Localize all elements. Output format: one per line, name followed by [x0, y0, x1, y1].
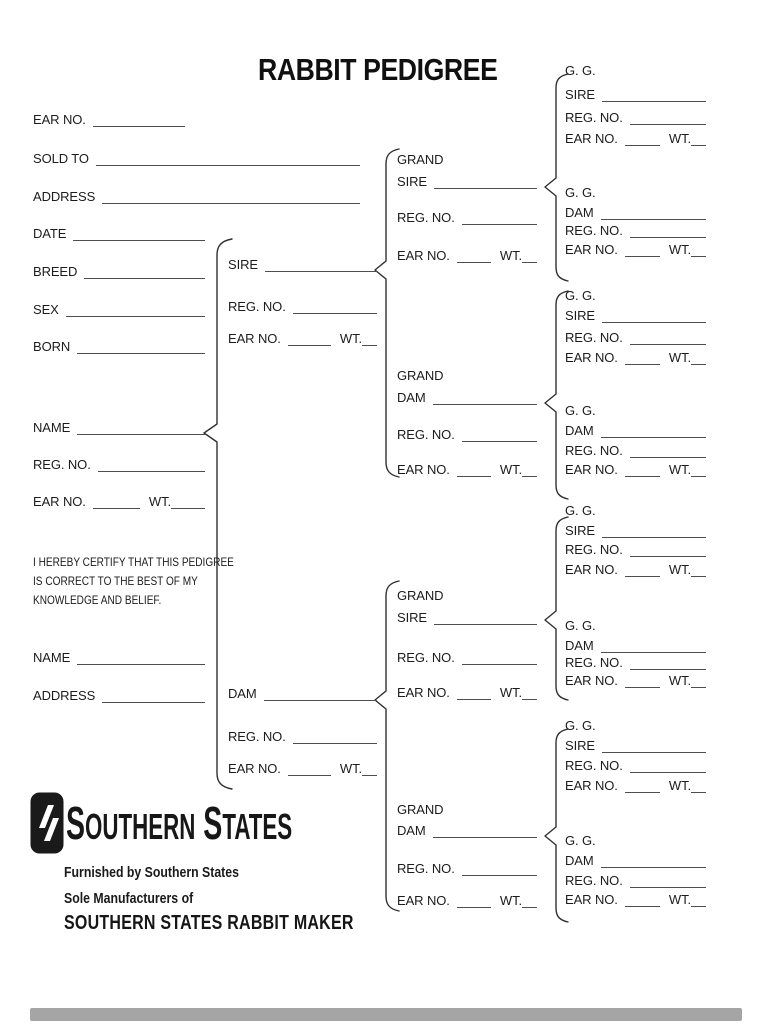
rabbit-reg-no-field-label: REG. NO. — [33, 457, 91, 472]
grand-dam-1-ear-no-field-blank[interactable] — [457, 461, 491, 477]
furnished-by-text: Furnished by Southern States — [64, 864, 239, 881]
sex-field-label: SEX — [33, 302, 59, 317]
gg-sire-2-reg-no-field-label: REG. NO. — [565, 330, 623, 345]
gg-sire-2-name-field-blank[interactable] — [602, 307, 706, 323]
grand-sire-2-name-field-label: SIRE — [397, 610, 427, 625]
grand-dam-2-ear-no-field-wt-blank[interactable] — [522, 892, 537, 908]
gg-dam-2-ear-no-field-wt-label: WT. — [668, 462, 691, 477]
gg-sire-1-reg-no-field-label: REG. NO. — [565, 110, 623, 125]
certification-line-2: IS CORRECT TO THE BEST OF MY — [33, 574, 198, 588]
grand-sire-1-ear-no-field-blank[interactable] — [457, 247, 491, 263]
gg-sire-1-ear-no-field-wt-blank[interactable] — [691, 130, 706, 146]
grand-dam-2-ear-no-field-wt-label: WT. — [499, 893, 522, 908]
gg-dam-2-label-label: G. G. — [565, 403, 596, 418]
breeder-address-field-blank[interactable] — [102, 687, 205, 703]
date-field-label: DATE — [33, 226, 67, 241]
grand-dam-2-ear-no-field-label: EAR NO. — [397, 893, 450, 908]
gg-dam-3-name-field-label: DAM — [565, 638, 594, 653]
grand-sire-2-ear-no-field-wt-blank[interactable] — [522, 684, 537, 700]
sire-name-row — [228, 255, 377, 272]
grand-dam-1-reg-no-row — [397, 425, 537, 442]
dam-name-field-blank[interactable] — [264, 685, 377, 701]
grand-dam-2-reg-no-field-blank[interactable] — [462, 860, 537, 876]
gg-dam-2-label-row — [565, 401, 625, 418]
gg-dam-4-label-row — [565, 831, 625, 848]
gg-dam-1-name-field-blank[interactable] — [601, 204, 706, 220]
gg-sire-3-reg-no-row — [565, 540, 706, 557]
owner-address-field-label: ADDRESS — [33, 189, 96, 204]
gg-sire-4-name-field-blank[interactable] — [602, 737, 706, 753]
gg-sire-3-reg-no-field-label: REG. NO. — [565, 542, 623, 557]
breeder-name-field-blank[interactable] — [77, 649, 205, 665]
dam-ear-no-field-wt-label: WT. — [339, 761, 362, 776]
gg-dam-1-ear-no-field-blank[interactable] — [625, 241, 660, 257]
rabbit-name-field-blank[interactable] — [77, 419, 205, 435]
gg-dam-2-ear-no-field-label: EAR NO. — [565, 462, 618, 477]
gg-sire-1-name-field-blank[interactable] — [602, 86, 706, 102]
grand-sire-1-label-row — [397, 150, 477, 167]
wordmark-tates: TATES — [222, 806, 293, 847]
rabbit-ear-no-field-blank[interactable] — [93, 493, 140, 509]
gg-dam-1-label-row — [565, 183, 625, 200]
certification-line-3: KNOWLEDGE AND BELIEF. — [33, 593, 162, 607]
grand-dam-2-name-row — [397, 821, 537, 838]
gg-dam-4-reg-no-row — [565, 871, 706, 888]
gg-sire-2-ear-no-field-blank[interactable] — [625, 349, 660, 365]
gg-dam-1-name-row — [565, 203, 706, 220]
grand-sire-1-reg-no-field-blank[interactable] — [462, 209, 537, 225]
grand-dam-1-ear-no-field-wt-label: WT. — [499, 462, 522, 477]
born-field-label: BORN — [33, 339, 71, 354]
sire-ear-no-field-wt-label: WT. — [339, 331, 362, 346]
grand-dam-1-ear-no-row — [397, 460, 537, 477]
sire-ear-no-field-wt-blank[interactable] — [362, 330, 377, 346]
gg-dam-2-ear-no-field-wt-blank[interactable] — [691, 461, 706, 477]
sold-to-row — [33, 149, 360, 166]
grand-sire-1-label-label: GRAND — [397, 152, 444, 167]
dam-name-field-label: DAM — [228, 686, 257, 701]
gg-sire-4-ear-no-field-label: EAR NO. — [565, 778, 618, 793]
breed-field-label: BREED — [33, 264, 78, 279]
date-field-blank[interactable] — [73, 225, 205, 241]
gg-sire-2-ear-no-field-wt-label: WT. — [668, 350, 691, 365]
gg-dam-4-name-field-blank[interactable] — [601, 852, 706, 868]
grand-dam-2-label-row — [397, 800, 477, 817]
gg-dam-1-name-field-label: DAM — [565, 205, 594, 220]
breed-row — [33, 262, 205, 279]
gg-dam-3-ear-no-field-label: EAR NO. — [565, 673, 618, 688]
sire-ear-no-field-blank[interactable] — [288, 330, 331, 346]
gg-dam-3-ear-no-field-blank[interactable] — [625, 672, 660, 688]
gg-sire-4-name-field-label: SIRE — [565, 738, 595, 753]
gg-sire-3-label-label: G. G. — [565, 503, 596, 518]
dam-reg-no-field-label: REG. NO. — [228, 729, 286, 744]
grand-sire-2-label-row — [397, 586, 477, 603]
rabbit-ear-no-field-label: EAR NO. — [33, 494, 86, 509]
owner-ear-no-field-blank[interactable] — [93, 111, 185, 127]
born-field-blank[interactable] — [77, 338, 205, 354]
gg-sire-4-ear-no-field-wt-blank[interactable] — [691, 777, 706, 793]
gg-sire-1-ear-no-row — [565, 129, 706, 146]
gg-dam-3-ear-no-field-wt-label: WT. — [668, 673, 691, 688]
grand-sire-2-name-field-blank[interactable] — [434, 609, 537, 625]
gg-sire-1-label-row — [565, 61, 625, 78]
gg-sire-1-reg-no-row — [565, 108, 706, 125]
grand-sire-2-reg-no-field-label: REG. NO. — [397, 650, 455, 665]
grand-sire-2-ear-no-field-label: EAR NO. — [397, 685, 450, 700]
wordmark-s2: S — [195, 797, 223, 849]
gg-sire-3-name-field-label: SIRE — [565, 523, 595, 538]
gg-sire-4-reg-no-row — [565, 756, 706, 773]
grand-dam-2-ear-no-field-blank[interactable] — [457, 892, 491, 908]
sold-to-field-label: SOLD TO — [33, 151, 89, 166]
grand-dam-2-name-field-label: DAM — [397, 823, 426, 838]
southern-states-wordmark — [66, 798, 292, 852]
dam-ear-no-field-wt-blank[interactable] — [362, 760, 377, 776]
sire-ear-no-field-label: EAR NO. — [228, 331, 281, 346]
dam-name-row — [228, 684, 377, 701]
sire-ear-no-row — [228, 329, 377, 346]
brace-grandparents-dam — [375, 581, 399, 911]
form-title: RABBIT PEDIGREE — [258, 52, 498, 87]
gg-sire-4-label-row — [565, 716, 625, 733]
grand-sire-1-ear-no-field-label: EAR NO. — [397, 248, 450, 263]
gg-dam-1-reg-no-field-blank[interactable] — [630, 222, 706, 238]
grand-dam-1-name-row — [397, 388, 537, 405]
grand-dam-1-name-field-blank[interactable] — [433, 389, 537, 405]
grand-dam-1-ear-no-field-label: EAR NO. — [397, 462, 450, 477]
gg-sire-4-ear-no-row — [565, 776, 706, 793]
southern-states-logo-icon — [30, 792, 64, 854]
gg-dam-4-ear-no-row — [565, 890, 706, 907]
gg-dam-2-name-field-label: DAM — [565, 423, 594, 438]
breeder-address-field-label: ADDRESS — [33, 688, 96, 703]
gg-dam-3-label-label: G. G. — [565, 618, 596, 633]
gg-dam-4-reg-no-field-label: REG. NO. — [565, 873, 623, 888]
gg-sire-2-name-field-label: SIRE — [565, 308, 595, 323]
gg-sire-1-reg-no-field-blank[interactable] — [630, 109, 706, 125]
gg-dam-4-name-field-label: DAM — [565, 853, 594, 868]
gg-dam-4-name-row — [565, 851, 706, 868]
gg-sire-1-ear-no-field-wt-label: WT. — [668, 131, 691, 146]
gg-sire-1-name-field-label: SIRE — [565, 87, 595, 102]
gg-sire-3-reg-no-field-blank[interactable] — [630, 541, 706, 557]
grand-dam-2-name-field-blank[interactable] — [433, 822, 537, 838]
gg-sire-3-ear-no-row — [565, 560, 706, 577]
breeder-name-row — [33, 648, 205, 665]
gg-dam-3-ear-no-field-wt-blank[interactable] — [691, 672, 706, 688]
wordmark-s1: S — [66, 797, 86, 849]
rabbit-name-field-label: NAME — [33, 420, 71, 435]
wordmark-outhern: OUTHERN — [85, 806, 196, 847]
dam-ear-no-field-label: EAR NO. — [228, 761, 281, 776]
sire-name-field-blank[interactable] — [265, 256, 377, 272]
gg-dam-4-ear-no-field-label: EAR NO. — [565, 892, 618, 907]
gg-sire-2-ear-no-field-wt-blank[interactable] — [691, 349, 706, 365]
gg-dam-3-reg-no-field-label: REG. NO. — [565, 655, 623, 670]
gg-sire-2-name-row — [565, 306, 706, 323]
gg-dam-3-reg-no-row — [565, 653, 706, 670]
product-name-text: SOUTHERN STATES RABBIT MAKER — [64, 912, 354, 934]
gg-dam-1-ear-no-field-wt-label: WT. — [668, 242, 691, 257]
grand-sire-1-ear-no-field-wt-blank[interactable] — [522, 247, 537, 263]
gg-dam-1-ear-no-field-wt-blank[interactable] — [691, 241, 706, 257]
gg-sire-3-ear-no-field-wt-blank[interactable] — [691, 561, 706, 577]
gg-dam-4-label-label: G. G. — [565, 833, 596, 848]
brace-grandparents-sire — [375, 149, 399, 477]
date-row — [33, 224, 205, 241]
breed-field-blank[interactable] — [84, 263, 205, 279]
grand-dam-1-label-label: GRAND — [397, 368, 444, 383]
rabbit-name-row — [33, 418, 205, 435]
gg-dam-2-ear-no-field-blank[interactable] — [625, 461, 660, 477]
gg-sire-3-name-field-blank[interactable] — [602, 522, 706, 538]
dam-ear-no-field-blank[interactable] — [288, 760, 331, 776]
grand-sire-2-ear-no-row — [397, 683, 537, 700]
breeder-name-field-label: NAME — [33, 650, 71, 665]
sire-reg-no-field-label: REG. NO. — [228, 299, 286, 314]
grand-dam-2-reg-no-row — [397, 859, 537, 876]
gg-dam-4-ear-no-field-wt-blank[interactable] — [691, 891, 706, 907]
brace-parents — [204, 239, 232, 789]
gg-sire-1-ear-no-field-blank[interactable] — [625, 130, 660, 146]
owner-address-row — [33, 187, 360, 204]
grand-dam-1-reg-no-field-label: REG. NO. — [397, 427, 455, 442]
certification-line-1: I HEREBY CERTIFY THAT THIS PEDIGREE — [33, 555, 234, 569]
sire-reg-no-field-blank[interactable] — [293, 298, 377, 314]
owner-ear-no-row — [33, 110, 185, 127]
gg-dam-3-name-row — [565, 636, 706, 653]
rabbit-ear-no-row — [33, 492, 205, 509]
gg-sire-3-ear-no-field-label: EAR NO. — [565, 562, 618, 577]
horizontal-scrollbar[interactable] — [30, 1008, 742, 1021]
grand-sire-1-reg-no-row — [397, 208, 537, 225]
gg-sire-2-reg-no-row — [565, 328, 706, 345]
grand-dam-2-reg-no-field-label: REG. NO. — [397, 861, 455, 876]
grand-sire-2-ear-no-field-blank[interactable] — [457, 684, 491, 700]
dam-reg-no-field-blank[interactable] — [293, 728, 377, 744]
grand-sire-1-name-row — [397, 172, 537, 189]
gg-sire-4-ear-no-field-wt-label: WT. — [668, 778, 691, 793]
breeder-address-row — [33, 686, 205, 703]
gg-sire-1-ear-no-field-label: EAR NO. — [565, 131, 618, 146]
gg-dam-4-ear-no-field-blank[interactable] — [625, 891, 660, 907]
grand-sire-1-name-field-label: SIRE — [397, 174, 427, 189]
grand-sire-2-reg-no-row — [397, 648, 537, 665]
gg-dam-1-ear-no-field-label: EAR NO. — [565, 242, 618, 257]
grand-sire-1-reg-no-field-label: REG. NO. — [397, 210, 455, 225]
gg-dam-2-reg-no-field-label: REG. NO. — [565, 443, 623, 458]
gg-dam-1-ear-no-row — [565, 240, 706, 257]
gg-dam-4-reg-no-field-blank[interactable] — [630, 872, 706, 888]
gg-sire-2-label-label: G. G. — [565, 288, 596, 303]
dam-ear-no-row — [228, 759, 377, 776]
grand-dam-1-reg-no-field-blank[interactable] — [462, 426, 537, 442]
gg-dam-2-reg-no-row — [565, 441, 706, 458]
grand-sire-2-name-row — [397, 608, 537, 625]
rabbit-ear-no-field-wt-blank[interactable] — [171, 493, 205, 509]
grand-dam-1-name-field-label: DAM — [397, 390, 426, 405]
rabbit-ear-no-field-wt-label: WT. — [148, 494, 171, 509]
gg-sire-3-label-row — [565, 501, 625, 518]
gg-sire-1-label-label: G. G. — [565, 63, 596, 78]
sire-name-field-label: SIRE — [228, 257, 258, 272]
gg-sire-2-ear-no-field-label: EAR NO. — [565, 350, 618, 365]
gg-dam-2-reg-no-field-blank[interactable] — [630, 442, 706, 458]
gg-dam-2-ear-no-row — [565, 460, 706, 477]
gg-sire-4-name-row — [565, 736, 706, 753]
gg-dam-3-ear-no-row — [565, 671, 706, 688]
gg-sire-2-reg-no-field-blank[interactable] — [630, 329, 706, 345]
grand-dam-2-label-label: GRAND — [397, 802, 444, 817]
gg-dam-1-reg-no-field-label: REG. NO. — [565, 223, 623, 238]
owner-ear-no-field-label: EAR NO. — [33, 112, 86, 127]
gg-sire-2-ear-no-row — [565, 348, 706, 365]
gg-sire-1-name-row — [565, 85, 706, 102]
gg-dam-3-reg-no-field-blank[interactable] — [630, 654, 706, 670]
gg-dam-2-name-row — [565, 421, 706, 438]
gg-dam-1-reg-no-row — [565, 221, 706, 238]
grand-dam-2-ear-no-row — [397, 891, 537, 908]
grand-dam-1-ear-no-field-wt-blank[interactable] — [522, 461, 537, 477]
dam-reg-no-row — [228, 727, 377, 744]
sex-field-blank[interactable] — [66, 301, 205, 317]
gg-dam-3-name-field-blank[interactable] — [601, 637, 706, 653]
gg-sire-4-reg-no-field-blank[interactable] — [630, 757, 706, 773]
grand-dam-1-label-row — [397, 366, 477, 383]
owner-address-field-blank[interactable] — [102, 188, 360, 204]
gg-sire-2-label-row — [565, 286, 625, 303]
grand-sire-2-label-label: GRAND — [397, 588, 444, 603]
rabbit-reg-no-field-blank[interactable] — [98, 456, 205, 472]
gg-dam-2-name-field-blank[interactable] — [601, 422, 706, 438]
gg-sire-3-ear-no-field-blank[interactable] — [625, 561, 660, 577]
sole-manufacturers-text: Sole Manufacturers of — [64, 890, 194, 907]
gg-dam-3-label-row — [565, 616, 625, 633]
gg-sire-4-label-label: G. G. — [565, 718, 596, 733]
gg-sire-3-name-row — [565, 521, 706, 538]
grand-sire-1-name-field-blank[interactable] — [434, 173, 537, 189]
born-row — [33, 337, 205, 354]
grand-sire-2-reg-no-field-blank[interactable] — [462, 649, 537, 665]
grand-sire-1-ear-no-field-wt-label: WT. — [499, 248, 522, 263]
gg-sire-3-ear-no-field-wt-label: WT. — [668, 562, 691, 577]
gg-sire-4-reg-no-field-label: REG. NO. — [565, 758, 623, 773]
rabbit-reg-no-row — [33, 455, 205, 472]
sex-row — [33, 300, 205, 317]
grand-sire-2-ear-no-field-wt-label: WT. — [499, 685, 522, 700]
sold-to-field-blank[interactable] — [96, 150, 360, 166]
grand-sire-1-ear-no-row — [397, 246, 537, 263]
gg-dam-4-ear-no-field-wt-label: WT. — [668, 892, 691, 907]
gg-dam-1-label-label: G. G. — [565, 185, 596, 200]
certification-statement — [33, 553, 234, 610]
sire-reg-no-row — [228, 297, 377, 314]
gg-sire-4-ear-no-field-blank[interactable] — [625, 777, 660, 793]
